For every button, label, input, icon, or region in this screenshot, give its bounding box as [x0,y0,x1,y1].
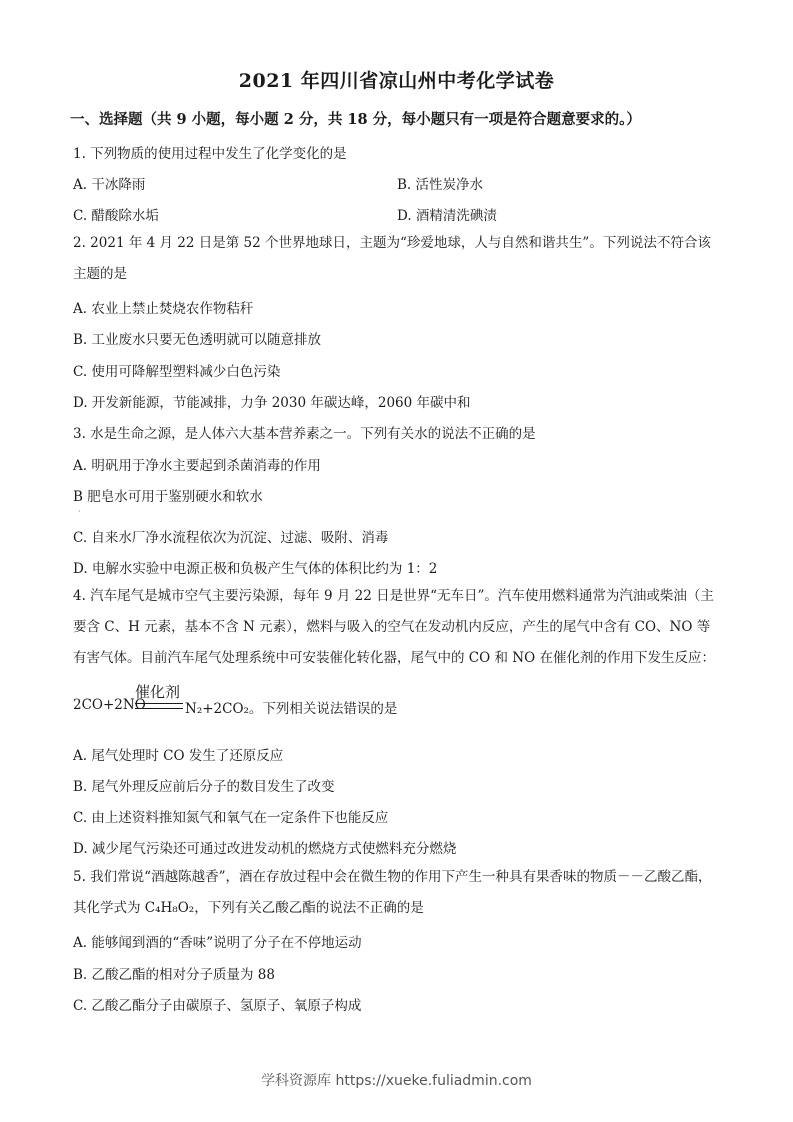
q3-option-b: B 肥皂水可用于鉴别硬水和软水 [73,489,263,505]
q1-option-c: C. 醋酸除水垢 [73,208,159,224]
q2-option-b: B. 工业废水只要无色透明就可以随意排放 [73,332,322,348]
q1-option-d: D. 酒精清洗碘渍 [397,208,497,224]
equation-reactants: 2CO+2NO [73,697,146,713]
q5-stem: 5. 我们常说“酒越陈越香”，酒在存放过程中会在微生物的作用下产生一种具有果香味的物质－－乙酸乙酯，其化学式为 C₄H₈O₂，下列有关乙酸乙酯的说法不正确的是 [73,869,712,916]
q2-option-d: D. 开发新能源，节能减排，力争 2030 年碳达峰，2060 年碳中和 [73,395,471,411]
q1-option-b: B. 活性炭净水 [397,177,484,193]
equation-equals-sign [135,703,183,709]
q4-option-c: C. 由上述资料推知氮气和氧气在一定条件下也能反应 [73,810,389,826]
page-title: 2021 年四川省凉山州中考化学试卷 [238,70,555,92]
q4-stem: 4. 汽车尾气是城市空气主要污染源，每年 9 月 22 日是世界“无车日”。汽车使用燃料通常为汽油或柴油（主要含 C、H 元素，基本不含 N 元素），燃料与吸入的空气在发动机内反应，产生的尾气中含有 CO、NO 等有害气体。目前汽车尾气处理系统中可安装催化转化器，尾气中的 CO 和 NO 在催化剂的作用下发生反应： [73,588,715,666]
q1-stem: 1. 下列物质的使用过程中发生了化学变化的是 [73,146,347,162]
q5-option-c: C. 乙酸乙酯分子由碳原子、氢原子、氧原子构成 [73,998,362,1014]
footer-watermark: 学科资源库 https://xueke.fuliadmin.com [261,1073,532,1089]
q3-option-c: C. 自来水厂净水流程依次为沉淀、过滤、吸附、消毒 [73,530,389,546]
q1-option-a: A. 干冰降雨 [73,177,146,193]
q4-option-d: D. 减少尾气污染还可通过改进发动机的燃烧方式使燃料充分燃烧 [73,841,457,857]
q2-option-a: A. 农业上禁止焚烧农作物秸秆 [73,301,254,317]
q3-stem: 3. 水是生命之源，是人体六大基本营养素之一。下列有关水的说法不正确的是 [73,426,536,442]
q2-option-c: C. 使用可降解型塑料减少白色污染 [73,364,281,380]
section-heading: 一、选择题（共 9 小题，每小题 2 分，共 18 分，每小题只有一项是符合题意要求的。） [70,111,641,128]
equation-catalyst-label: 催化剂 [135,683,181,701]
q4-option-b: B. 尾气外理反应前后分子的数目发生了改变 [73,779,335,795]
q2-stem: 2. 2021 年 4 月 22 日是第 52 个世界地球日，主题为“珍爱地球，人与自然和谐共生”。下列说法不符合该主题的是 [73,235,711,282]
q5-option-b: B. 乙酸乙酯的相对分子质量为 88 [73,967,275,983]
q4-option-a: A. 尾气处理时 CO 发生了还原反应 [73,748,284,764]
q3-option-a: A. 明矾用于净水主要起到杀菌消毒的作用 [73,458,321,474]
equation-products: N₂+2CO₂。下列相关说法错误的是 [185,701,398,717]
q5-option-a: A. 能够闻到酒的“香味”说明了分子在不停地运动 [73,935,362,951]
q3-option-d: D. 电解水实验中电源正极和负极产生气体的体积比约为 1：2 [73,561,438,577]
stray-mark: · [78,507,81,516]
